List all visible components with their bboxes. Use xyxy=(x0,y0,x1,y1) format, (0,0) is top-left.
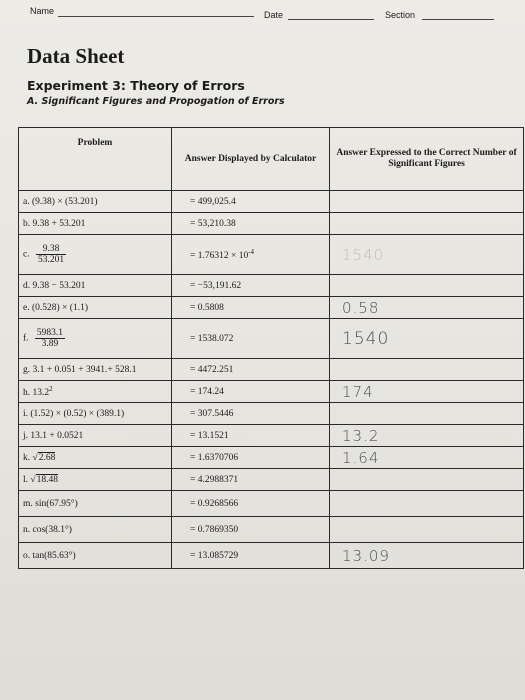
name-label: Name xyxy=(30,6,55,16)
sqrt-radicand: 18.48 xyxy=(36,474,58,485)
table-row xyxy=(19,297,524,319)
section-line xyxy=(422,19,494,20)
displayed-cell: = 13.085729 xyxy=(172,543,330,569)
name-line xyxy=(58,16,254,17)
sqrt-radicand: 2.68 xyxy=(38,452,56,463)
table-row xyxy=(19,381,524,403)
data-table xyxy=(18,127,524,569)
problem-cell: h. 13.2$^2$ xyxy=(19,381,172,403)
problem-cell: f. $\frac{5983.1}{3.89}$ xyxy=(19,319,172,359)
displayed-cell: = 1.6370706 xyxy=(172,447,330,469)
answer-cell[interactable] xyxy=(330,359,524,381)
problem-cell: a. (9.38) × (53.201) xyxy=(19,191,172,213)
answer-cell[interactable] xyxy=(330,517,524,543)
page-title: Data Sheet xyxy=(27,44,125,68)
table-row xyxy=(19,275,524,297)
answer-cell[interactable]: 13.09 xyxy=(330,543,524,569)
problem-cell: n. cos(38.1°) xyxy=(19,517,172,543)
answer-cell[interactable] xyxy=(330,491,524,517)
table-row xyxy=(19,491,524,517)
displayed-cell: = 0.5808 xyxy=(172,297,330,319)
displayed-cell: = 0.7869350 xyxy=(172,517,330,543)
problem-cell: c. $\frac{9.38}{53.201}$ xyxy=(19,235,172,275)
date-label: Date xyxy=(264,10,284,20)
answer-cell[interactable]: 0.58 xyxy=(330,297,524,319)
problem-cell: b. 9.38 + 53.201 xyxy=(19,213,172,235)
table-header-row xyxy=(19,128,524,191)
answer-cell[interactable]: 1540 xyxy=(330,319,524,359)
table-row xyxy=(19,517,524,543)
table-row xyxy=(19,319,524,359)
table-row xyxy=(19,191,524,213)
table-row xyxy=(19,543,524,569)
table-row xyxy=(19,469,524,491)
problem-cell: d. 9.38 − 53.201 xyxy=(19,275,172,297)
answer-cell[interactable] xyxy=(330,191,524,213)
fraction: $\frac{5983.1}{3.89}$ xyxy=(36,328,64,349)
answer-cell[interactable]: 1540 xyxy=(330,235,524,275)
problem-cell: k. √2.68 xyxy=(19,447,172,469)
table-row xyxy=(19,403,524,425)
date-line xyxy=(288,19,374,20)
section-label: Section xyxy=(385,10,416,20)
problem-cell: e. (0.528) × (1.1) xyxy=(19,297,172,319)
experiment-title: Experiment 3: Theory of Errors xyxy=(27,78,245,93)
section-subtitle: A. Significant Figures and Propogation of Errors xyxy=(27,96,285,107)
displayed-header: Answer Displayed by Calculator xyxy=(172,128,330,191)
displayed-cell: = −53,191.62 xyxy=(172,275,330,297)
problem-header: Problem xyxy=(19,128,172,191)
table-row xyxy=(19,235,524,275)
fraction: $\frac{9.38}{53.201}$ xyxy=(37,244,65,265)
answer-cell[interactable]: 1.64 xyxy=(330,447,524,469)
displayed-cell: = 4472.251 xyxy=(172,359,330,381)
expressed-header: Answer Expressed to the Correct Number of Significant Figures xyxy=(330,128,524,191)
problem-cell: o. tan(85.63°) xyxy=(19,543,172,569)
problem-cell: j. 13.1 + 0.0521 xyxy=(19,425,172,447)
displayed-cell: = 499,025.4 xyxy=(172,191,330,213)
problem-cell: l. √18.48 xyxy=(19,469,172,491)
answer-cell[interactable] xyxy=(330,403,524,425)
problem-cell: m. sin(67.95°) xyxy=(19,491,172,517)
answer-cell[interactable] xyxy=(330,275,524,297)
displayed-cell: = 0.9268566 xyxy=(172,491,330,517)
displayed-cell: = 174.24 xyxy=(172,381,330,403)
problem-cell: i. (1.52) × (0.52) × (389.1) xyxy=(19,403,172,425)
displayed-cell: = 13.1521 xyxy=(172,425,330,447)
answer-cell[interactable] xyxy=(330,469,524,491)
table-row xyxy=(19,359,524,381)
table-row xyxy=(19,447,524,469)
problem-cell: g. 3.1 + 0.051 + 3941.+ 528.1 xyxy=(19,359,172,381)
answer-cell[interactable]: 174 xyxy=(330,381,524,403)
table-row xyxy=(19,213,524,235)
table-row xyxy=(19,425,524,447)
displayed-cell: = 1538.072 xyxy=(172,319,330,359)
answer-cell[interactable] xyxy=(330,213,524,235)
answer-cell[interactable]: 13.2 xyxy=(330,425,524,447)
displayed-cell: = 53,210.38 xyxy=(172,213,330,235)
displayed-cell: = $1.76312 \times 10^{-4}$ xyxy=(172,235,330,275)
displayed-cell: = 4.2988371 xyxy=(172,469,330,491)
displayed-cell: = 307.5446 xyxy=(172,403,330,425)
